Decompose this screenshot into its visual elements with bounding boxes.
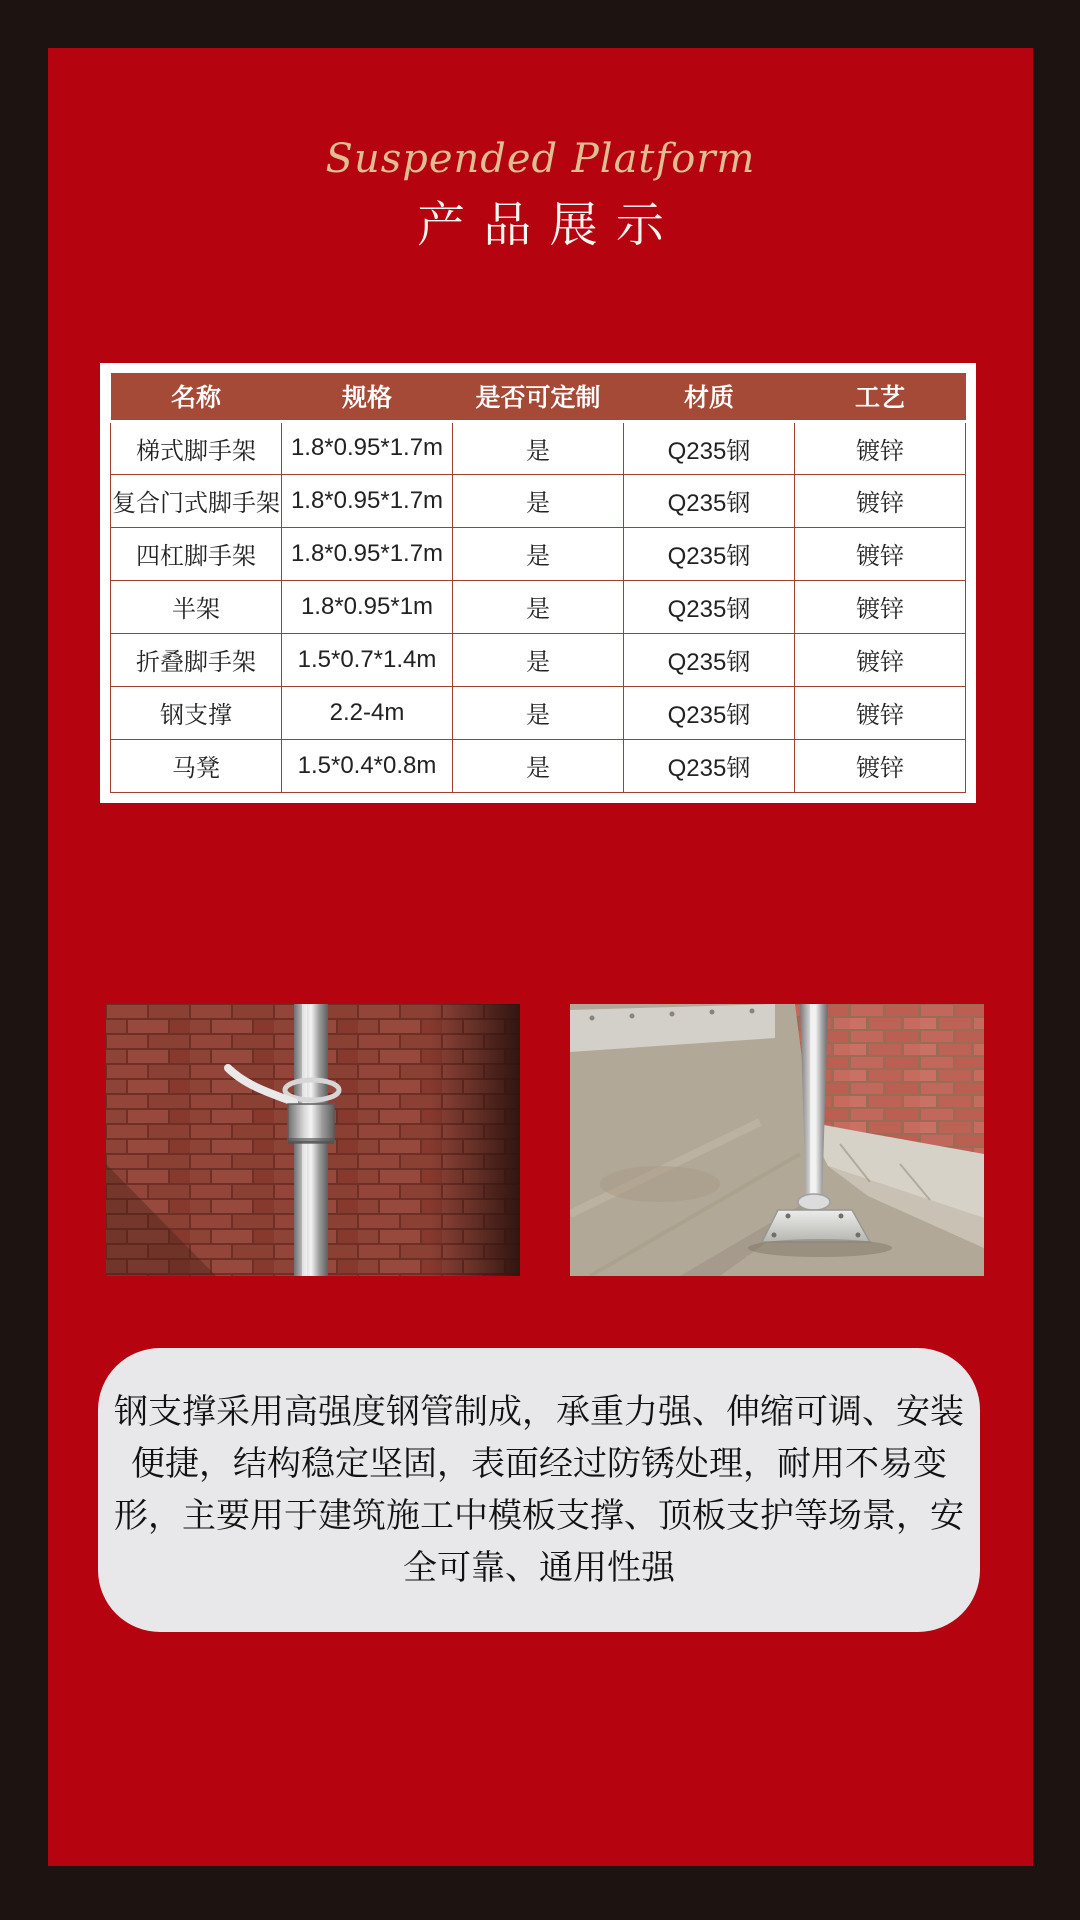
red-panel [48,48,1033,1866]
product-description-line: 形，主要用于建筑施工中模板支撑、顶板支护等场景，安 [114,1497,964,1535]
table-cell: Q235钢 [624,686,795,739]
product-description-line: 全可靠、通用性强 [403,1549,675,1587]
brand-script-subtitle: Suspended Platform [325,136,756,182]
column-header-process: 工艺 [795,373,966,421]
product-description-line: 钢支撑采用高强度钢管制成，承重力强、伸缩可调、安装 [114,1393,964,1431]
table-cell: 是 [453,739,624,792]
table-cell: 钢支撑 [111,686,282,739]
table-row [111,686,966,739]
table-row [111,421,966,474]
table-cell: 折叠脚手架 [111,633,282,686]
table-cell: 是 [453,421,624,474]
spec-table-head [111,373,966,421]
spec-table-card [100,363,976,803]
table-row [111,633,966,686]
table-cell: 是 [453,474,624,527]
spec-table-body [111,421,966,792]
table-cell: 镀锌 [795,739,966,792]
table-cell: 四杠脚手架 [111,527,282,580]
table-cell: Q235钢 [624,633,795,686]
table-cell: 1.8*0.95*1m [282,580,453,633]
table-cell: Q235钢 [624,421,795,474]
concrete-floor-prop-illustration [570,1004,984,1276]
table-cell: 1.8*0.95*1.7m [282,421,453,474]
table-cell: 1.5*0.7*1.4m [282,633,453,686]
table-cell: Q235钢 [624,739,795,792]
page-title: 产品展示 [417,199,683,252]
spec-table [110,373,966,793]
table-cell: 是 [453,580,624,633]
column-header-custom: 是否可定制 [453,373,624,421]
table-cell: Q235钢 [624,474,795,527]
table-cell: 镀锌 [795,527,966,580]
table-cell: 镀锌 [795,686,966,739]
steel-prop-base-plate-concrete-photo [570,1004,984,1276]
table-cell: 1.8*0.95*1.7m [282,527,453,580]
table-cell: 半架 [111,580,282,633]
column-header-material: 材质 [624,373,795,421]
brick-wall-prop-illustration [106,1004,520,1276]
product-description-box [98,1348,980,1632]
table-header-row [111,373,966,421]
table-cell: 镀锌 [795,633,966,686]
table-cell: 镀锌 [795,474,966,527]
table-row [111,527,966,580]
table-cell: 2.2-4m [282,686,453,739]
table-row [111,474,966,527]
table-cell: 复合门式脚手架 [111,474,282,527]
table-cell: 1.5*0.4*0.8m [282,739,453,792]
table-row [111,739,966,792]
table-cell: Q235钢 [624,527,795,580]
product-photo-row [106,1004,984,1276]
table-cell: 马凳 [111,739,282,792]
table-cell: 梯式脚手架 [111,421,282,474]
table-cell: 镀锌 [795,580,966,633]
column-header-name: 名称 [111,373,282,421]
table-cell: 是 [453,686,624,739]
table-cell: 是 [453,527,624,580]
product-description-line: 便捷，结构稳定坚固，表面经过防锈处理，耐用不易变 [131,1445,947,1483]
table-cell: Q235钢 [624,580,795,633]
steel-prop-clamp-brick-wall-photo [106,1004,520,1276]
table-row [111,580,966,633]
column-header-size: 规格 [282,373,453,421]
table-cell: 镀锌 [795,421,966,474]
table-cell: 是 [453,633,624,686]
table-cell: 1.8*0.95*1.7m [282,474,453,527]
